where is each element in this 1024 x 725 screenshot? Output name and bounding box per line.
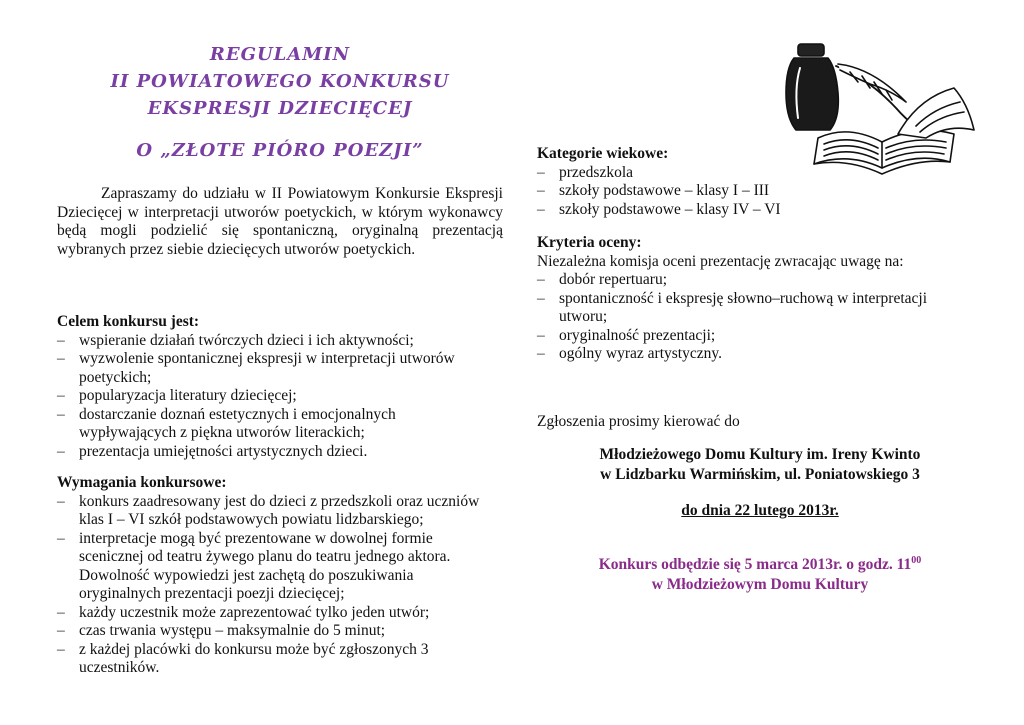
event-info: [537, 555, 983, 595]
list-item: – z każdej placówki do konkursu może być zgłoszonych 3 uczestników.: [57, 641, 503, 678]
criteria-section: [537, 234, 957, 364]
criteria-heading: Kryteria oceny:: [537, 234, 642, 251]
list-item: – szkoły podstawowe – klasy IV – VI: [537, 201, 957, 220]
list-item: – każdy uczestnik może zaprezentować tylko jeden utwór;: [57, 604, 503, 623]
title-line-3: EKSPRESJI DZIECIĘCEJ: [147, 98, 413, 119]
list-item: – wspieranie działań twórczych dzieci i ich aktywności;: [57, 332, 503, 351]
document-subtitle: O „ZŁOTE PIÓRO POEZJI”: [136, 140, 424, 161]
organization-address: w Lidzbarku Warmińskim, ul. Poniatowskiego 3: [600, 466, 920, 483]
list-item: – czas trwania występu – maksymalnie do 5 minut;: [57, 622, 503, 641]
list-item: – popularyzacja literatury dziecięcej;: [57, 387, 503, 406]
submission-deadline: do dnia 22 lutego 2013r.: [681, 502, 839, 519]
age-categories-heading: Kategorie wiekowe:: [537, 145, 669, 162]
intro-paragraph: Zapraszamy do udziału w II Powiatowym Konkursie Ekspresji Dziecięcej w interpretacji utworów poetyckich, w którym wykonawcy będą mogli podzielić się spontaniczną, oryginalną prezentacją wybranych przez siebie dziecięcych utworów poetyckich.: [57, 185, 503, 258]
organization-name: Młodzieżowego Domu Kultury im. Ireny Kwinto: [599, 446, 921, 463]
list-item: – szkoły podstawowe – klasy I – III: [537, 182, 957, 201]
goals-list: [57, 332, 503, 462]
title-line-1: REGULAMIN: [209, 44, 351, 65]
requirements-heading: Wymagania konkursowe:: [57, 474, 227, 491]
requirements-list: [57, 493, 503, 678]
document-title: [57, 41, 503, 122]
list-item: – wyzwolenie spontanicznej ekspresji w interpretacji utworów poetyckich;: [57, 350, 503, 387]
event-venue: w Młodzieżowym Domu Kultury: [651, 576, 869, 593]
age-categories-section: [537, 145, 957, 219]
list-item: – konkurs zaadresowany jest do dzieci z przedszkoli oraz uczniów klas I – VI szkół podstawowych powiatu lidzbarskiego;: [57, 493, 503, 530]
event-date: Konkurs odbędzie się 5 marca 2013r. o godz. 11: [598, 556, 912, 573]
age-categories-list: [537, 164, 957, 220]
list-item: – spontaniczność i ekspresję słowno–ruchową w interpretacji utworu;: [537, 290, 957, 327]
list-item: – dobór repertuaru;: [537, 271, 957, 290]
list-item: – prezentacja umiejętności artystycznych dzieci.: [57, 443, 503, 462]
list-item: – interpretacje mogą być prezentowane w dowolnej formie scenicznej od teatru żywego planu do teatru jednego aktora. Dowolność wypowiedzi jest zachętą do poszukiwania oryginalnych prezentacji poezji dziecięcej;: [57, 530, 503, 604]
list-item: – oryginalność prezentacji;: [537, 327, 957, 346]
goals-heading: Celem konkursu jest:: [57, 313, 200, 330]
goals-section: [57, 313, 503, 461]
list-item: – dostarczanie doznań estetycznych i emocjonalnych wypływających z piękna utworów literackich;: [57, 406, 503, 443]
title-line-2: II POWIATOWEGO KONKURSU: [110, 71, 450, 92]
criteria-intro: Niezależna komisja oceni prezentację zwracając uwagę na:: [537, 252, 904, 270]
list-item: – przedszkola: [537, 164, 957, 183]
requirements-section: [57, 474, 503, 678]
submission-intro: Zgłoszenia prosimy kierować do: [537, 413, 740, 430]
submission-organization: [537, 445, 983, 485]
criteria-list: [537, 271, 957, 364]
event-date-line: [537, 555, 983, 575]
event-minutes: 00: [911, 554, 922, 566]
list-item: – ogólny wyraz artystyczny.: [537, 345, 957, 364]
